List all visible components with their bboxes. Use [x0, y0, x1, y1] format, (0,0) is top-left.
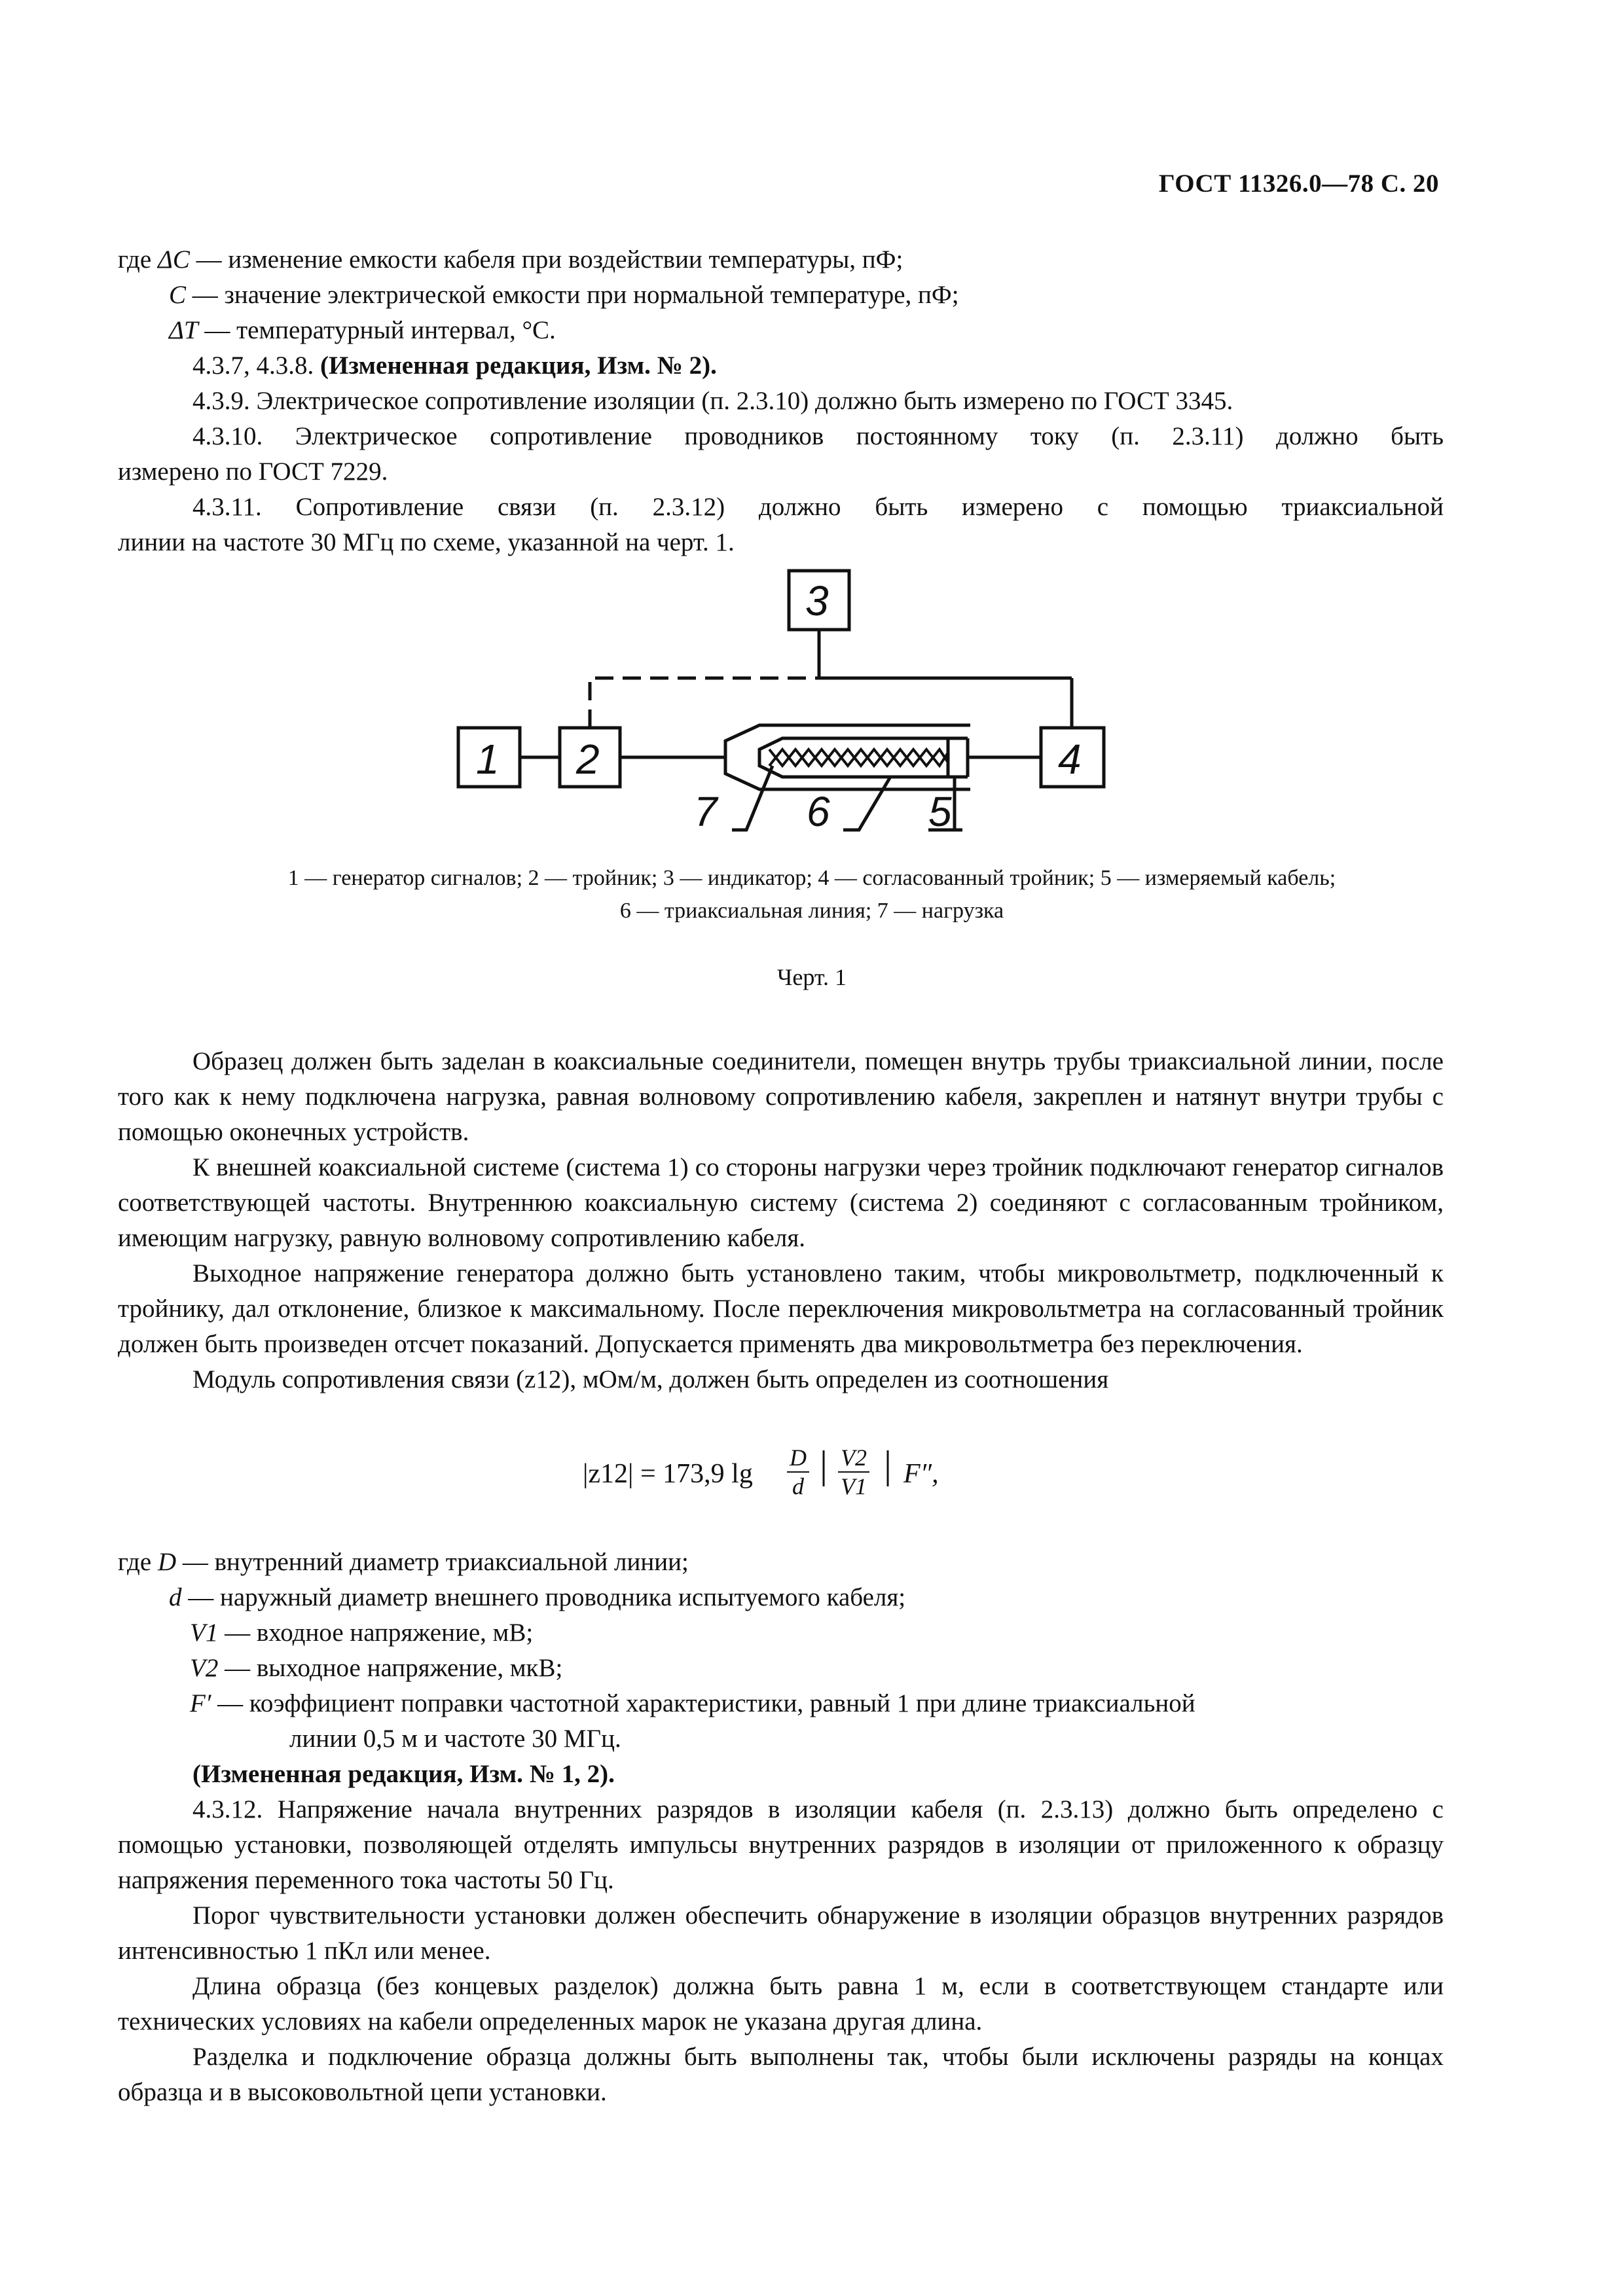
- fraction-d: [787, 1444, 809, 1500]
- paragraph: К внешней коаксиальной системе (система 1) со стороны нагрузки через тройник подключают генератор сигналов соответствующей частоты. Внутреннюю коаксиальную систему (система 2) соединяют с согласованным тройником, имеющим нагрузку, равную волновому сопротивлению кабеля.: [118, 1153, 1444, 1252]
- abs-bar: |: [884, 1443, 892, 1486]
- amendment-note: (Измененная редакция, Изм. № 1, 2).: [192, 1760, 615, 1788]
- top-text: [118, 242, 1444, 560]
- amendment-note: (Измененная редакция, Изм. № 2).: [320, 351, 717, 380]
- symbol: D: [157, 1548, 177, 1576]
- text: — внутренний диаметр триаксиальной линии;: [176, 1548, 689, 1576]
- text: где: [118, 245, 158, 274]
- definitions-and-clauses: [118, 1545, 1444, 2110]
- text: — изменение емкости кабеля при воздействии температуры, пФ;: [189, 245, 903, 274]
- label-5: 5: [928, 788, 952, 835]
- numerator: V2: [838, 1444, 869, 1473]
- symbol: V2: [190, 1654, 219, 1682]
- paragraph: Образец должен быть заделан в коаксиальные соединители, помещен внутрь трубы триаксиальной линии, после того как к нему подключена нагрузка, равная волновому сопротивлению кабеля, закреплен и натянут внутри трубы с помощью оконечных устройств.: [118, 1047, 1444, 1146]
- text: — коэффициент поправки частотной характеристики, равный 1 при длине триаксиальной: [211, 1689, 1195, 1717]
- label-7: 7: [694, 788, 718, 835]
- load: [759, 738, 968, 777]
- definition-line: [118, 278, 1444, 313]
- definition-line: [118, 1615, 1444, 1651]
- text: где: [118, 1548, 158, 1576]
- symbol: ΔC: [157, 245, 190, 274]
- definition-line: [118, 313, 1444, 348]
- clause-4-3-11: 4.3.11. Сопротивление связи (п. 2.3.12) должно быть измерено с помощью триаксиальной: [192, 493, 1444, 521]
- paragraph: Длина образца (без концевых разделок) должна быть равна 1 м, если в соответствующем стандарте или технических условиях на кабели определенных марок не указана другая длина.: [118, 1972, 1444, 2036]
- numerator: D: [787, 1444, 809, 1473]
- paragraph: Порог чувствительности установки должен обеспечить обнаружение в изоляции образцов внутренних разрядов интенсивностью 1 пКл или менее.: [118, 1901, 1444, 1965]
- definition-line: [118, 1580, 1444, 1615]
- clause-4-3-10-cont: измерено по ГОСТ 7229.: [118, 457, 388, 486]
- label-2: 2: [576, 736, 600, 783]
- definition-line: [118, 242, 1444, 278]
- paragraph: Разделка и подключение образца должны быть выполнены так, чтобы были исключены разряды на концах образца и в высоковольтной цепи установки.: [118, 2043, 1444, 2106]
- diagram-chert-1: [0, 563, 1623, 890]
- denominator: V1: [841, 1473, 867, 1499]
- main-paragraphs: [118, 1044, 1444, 1397]
- definition-line: [118, 1545, 1444, 1580]
- page-header: ГОСТ 11326.0—78 С. 20: [1158, 170, 1439, 198]
- figure-legend: [118, 862, 1506, 927]
- text: — выходное напряжение, мкВ;: [218, 1654, 563, 1682]
- paragraph: Модуль сопротивления связи (z12), мОм/м, должен быть определен из соотношения: [192, 1365, 1109, 1393]
- paragraph: Выходное напряжение генератора должно быть установлено таким, чтобы микровольтметр, подключенный к тройнику, дал отклонение, близкое к максимальному. После переключения микровольтметра на согласованный тройник должен быть произведен отсчет показаний. Допускается применять два микровольтметра без переключения.: [118, 1259, 1444, 1358]
- text: 4.3.7, 4.3.8.: [192, 351, 320, 380]
- text: — наружный диаметр внешнего проводника испытуемого кабеля;: [181, 1583, 906, 1611]
- definition-continuation: линии 0,5 м и частоте 30 МГц.: [289, 1725, 621, 1753]
- formula-rhs: F″,: [903, 1459, 939, 1489]
- label-1: 1: [476, 736, 500, 783]
- leader-6: [843, 777, 890, 830]
- label-6: 6: [807, 788, 830, 835]
- symbol: d: [169, 1583, 182, 1611]
- symbol: F′: [190, 1689, 211, 1717]
- figure-title: Черт. 1: [777, 964, 847, 990]
- denominator: d: [792, 1473, 804, 1499]
- amendment-line: [118, 348, 1444, 384]
- dashed-connector: [590, 678, 819, 728]
- abs-bar: |: [820, 1443, 828, 1486]
- label-4: 4: [1058, 736, 1082, 783]
- text: — температурный интервал, °С.: [198, 316, 556, 344]
- formula-lhs: |z12| = 173,9 lg: [583, 1459, 753, 1489]
- leader-7: [732, 766, 773, 830]
- text: — входное напряжение, мВ;: [218, 1619, 534, 1647]
- symbol: C: [169, 281, 187, 309]
- clause-4-3-9: 4.3.9. Электрическое сопротивление изоляции (п. 2.3.10) должно быть измерено по ГОСТ 3345.: [192, 387, 1233, 415]
- clause-4-3-11-cont: линии на частоте 30 МГц по схеме, указанной на черт. 1.: [118, 528, 735, 556]
- legend-line-2: 6 — триаксиальная линия; 7 — нагрузка: [619, 899, 1004, 923]
- definition-line: [118, 1651, 1444, 1686]
- text: — значение электрической емкости при нормальной температуре, пФ;: [186, 281, 959, 309]
- fraction-v: [838, 1444, 869, 1500]
- definition-line: [118, 1686, 1444, 1721]
- clause-4-3-12: 4.3.12. Напряжение начала внутренних разрядов в изоляции кабеля (п. 2.3.13) должно быть определено с помощью установки, позволяющей отделять импульсы внутренних разрядов в изоляции от приложенного к образцу напряжения переменного тока частоты 50 Гц.: [118, 1795, 1444, 1894]
- label-3: 3: [805, 577, 829, 624]
- legend-line-1: 1 — генератор сигналов; 2 — тройник; 3 — индикатор; 4 — согласованный тройник; 5 — измеряемый кабель;: [287, 866, 1336, 890]
- clause-4-3-10: 4.3.10. Электрическое сопротивление проводников постоянному току (п. 2.3.11) должно быть: [192, 422, 1444, 450]
- symbol: ΔT: [169, 316, 198, 344]
- symbol: V1: [190, 1619, 219, 1647]
